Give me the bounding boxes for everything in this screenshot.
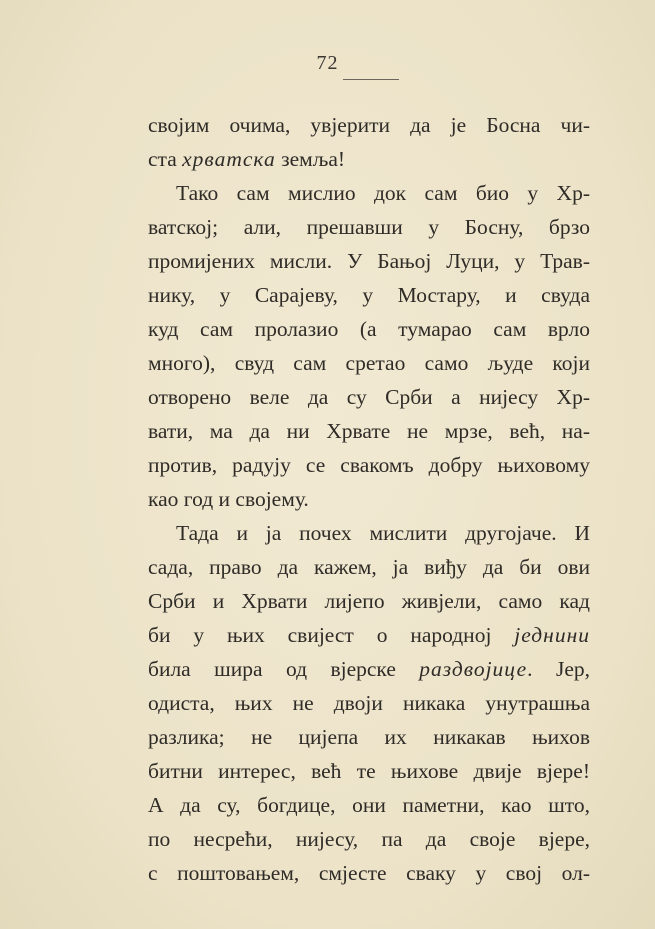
text-line <box>148 550 590 584</box>
text-run: земља! <box>275 147 346 171</box>
text-line <box>148 584 590 618</box>
text-line <box>148 312 590 346</box>
text-run: била шира од вјерске <box>148 657 420 681</box>
text-run: . Јер, <box>527 657 590 681</box>
text-line <box>148 142 590 176</box>
body-text <box>148 108 590 890</box>
text-run: Тако сам мислио док сам био у Хр- <box>176 181 590 205</box>
text-line <box>148 278 590 312</box>
text-line <box>148 788 590 822</box>
text-run: А да су, богдице, они паметни, као што, <box>148 793 590 817</box>
text-line <box>148 652 590 686</box>
page-number: 72 <box>316 52 339 74</box>
text-line <box>148 244 590 278</box>
text-run: с поштовањем, смјесте сваку у свој ол- <box>148 861 590 885</box>
text-run: ватској; али, прешавши у Босну, брзо <box>148 215 590 239</box>
text-run: разлика; не цијепа их никакав њихов <box>148 725 590 749</box>
text-line <box>148 176 590 210</box>
text-run: промијених мисли. У Бањој Луци, у Трав- <box>148 249 590 273</box>
text-line <box>148 346 590 380</box>
text-run: као год и своjему. <box>148 487 309 511</box>
text-run: против, радују се свакомъ добру њиховому <box>148 453 590 477</box>
text-run: куд сам пролазио (а тумарао сам врло <box>148 317 590 341</box>
text-run: по несрећи, нијесу, па да своје вјере, <box>148 827 590 851</box>
text-run: вати, ма да ни Хрвате не мрзе, већ, на- <box>148 419 590 443</box>
text-line <box>148 380 590 414</box>
text-line <box>148 856 590 890</box>
text-line <box>148 448 590 482</box>
text-run: много), свуд сам сретао само људе који <box>148 351 590 375</box>
text-run: отворено веле да су Срби а нијесу Хр- <box>148 385 590 409</box>
italic-text-run: хрватска <box>182 147 276 171</box>
text-run: ста <box>148 147 183 171</box>
text-line <box>148 108 590 142</box>
text-run: битни интерес, већ те њихове двије вјере! <box>148 759 590 783</box>
text-line <box>148 618 590 652</box>
text-run: нику, у Сарајеву, у Мостару, и свуда <box>148 283 590 307</box>
text-run: сада, право да кажем, ја виђу да би ови <box>148 555 590 579</box>
text-run: одиста, њих не двоји никака унутрашња <box>148 691 590 715</box>
page-number-rule <box>343 79 399 80</box>
text-line <box>148 720 590 754</box>
text-run: својим очима, увјерити да је Босна чи- <box>148 113 590 137</box>
italic-text-run: једнини <box>514 623 590 647</box>
text-line <box>148 482 590 516</box>
text-line <box>148 754 590 788</box>
italic-text-run: раздвојице <box>419 657 528 681</box>
text-line <box>148 210 590 244</box>
text-line <box>148 516 590 550</box>
text-run: Тада и ја почех мислити другојаче. И <box>176 521 590 545</box>
text-run: Срби и Хрвати лијепо живјели, само кад <box>148 589 590 613</box>
text-line <box>148 686 590 720</box>
text-line <box>148 822 590 856</box>
text-line <box>148 414 590 448</box>
text-run: би у њих свијест о народној <box>148 623 515 647</box>
